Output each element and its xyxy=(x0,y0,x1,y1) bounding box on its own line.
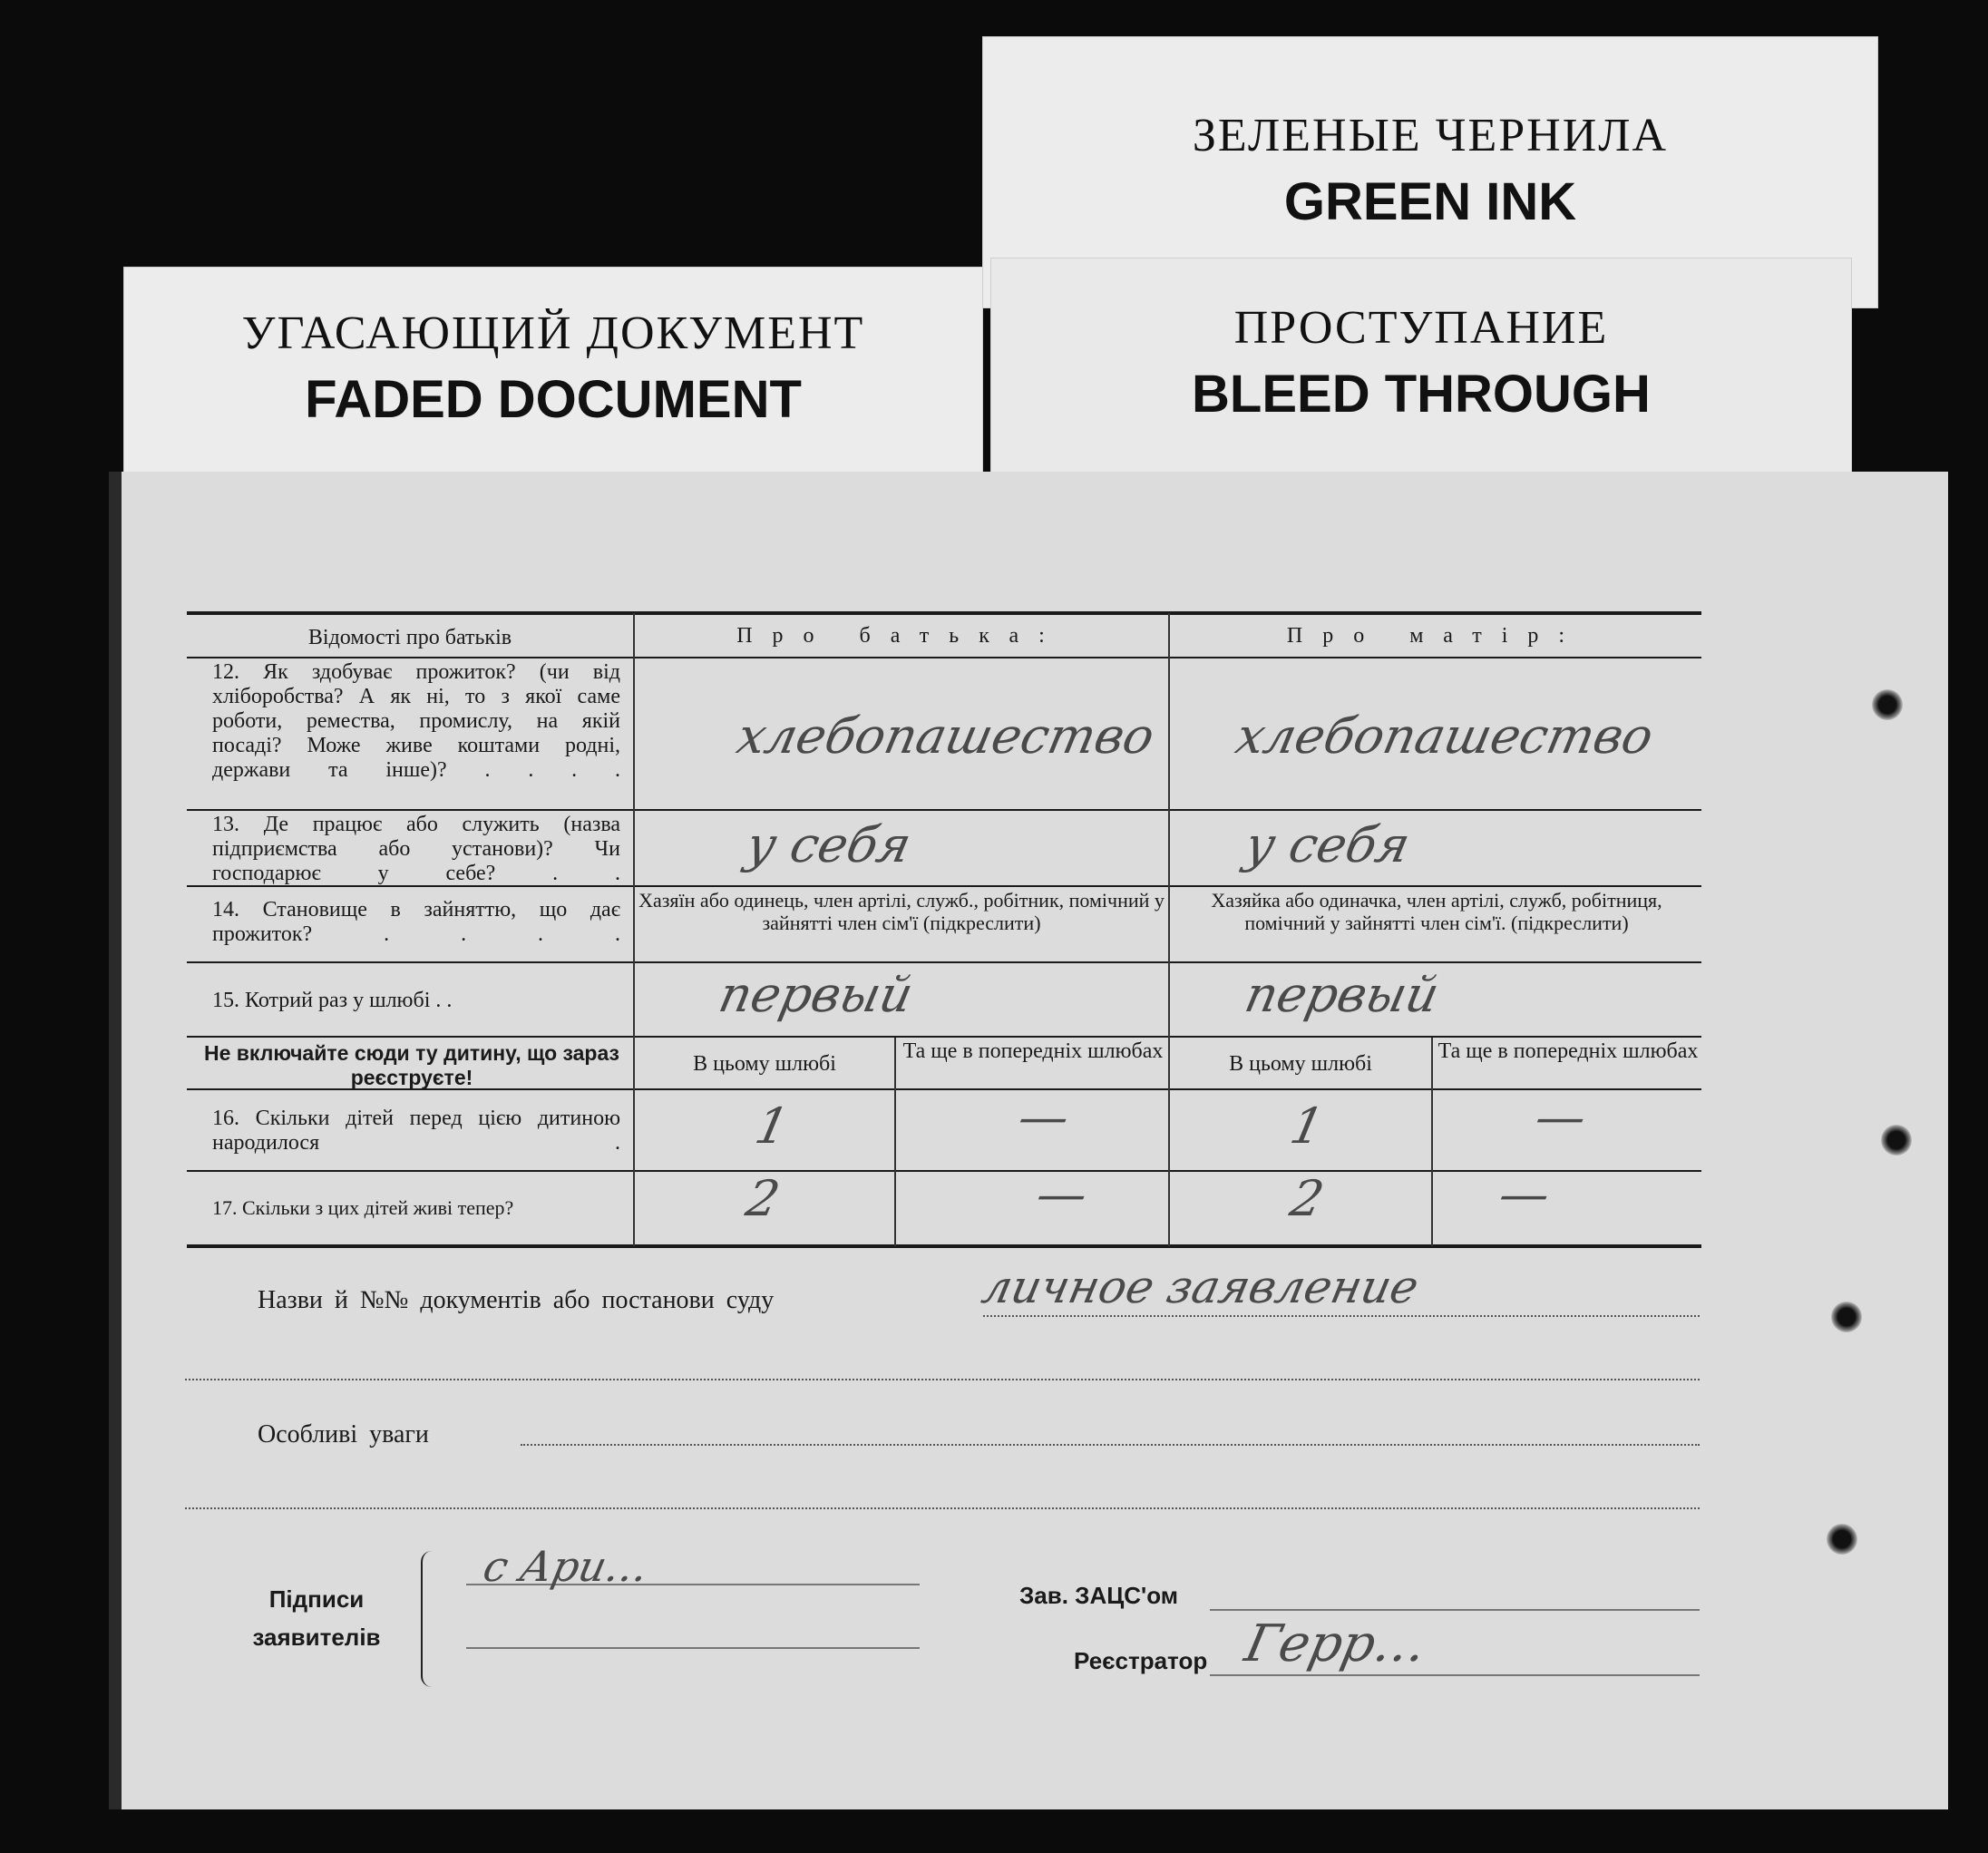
question-15: 15. Котрий раз у шлюбі . . xyxy=(212,989,453,1012)
children-note: Не включайте сюди ту дитину, що зараз реєструєте! xyxy=(203,1041,619,1089)
q16-father-this: 1 xyxy=(750,1097,794,1155)
remarks-label: Особливі уваги xyxy=(258,1420,429,1448)
faded-document-tab xyxy=(123,267,983,502)
question-14: 14. Становище в зайняттю, що дає прожиток? . . . . xyxy=(212,898,620,946)
question-17: 17. Скільки з цих дітей живі тепер? xyxy=(212,1196,514,1219)
faded-document-en: FADED DOCUMENT xyxy=(305,370,802,429)
q14-mother-options: Хазяйка або одиначка, член артілі, служб, робітниця, помічний у зайнятті член сім'ї. (підкреслити) xyxy=(1211,889,1662,934)
mother-this-marriage-header: В цьому шлюбі xyxy=(1229,1052,1372,1076)
punch-hole xyxy=(1827,1524,1857,1555)
header-mother: Про матір: xyxy=(1286,624,1585,648)
green-ink-en: GREEN INK xyxy=(1283,172,1577,231)
punch-hole xyxy=(1831,1302,1862,1332)
q13-father-answer: у себя xyxy=(741,816,917,873)
punch-hole xyxy=(1872,689,1903,720)
q12-mother-answer: хлебопашество xyxy=(1231,707,1659,765)
question-13: 13. Де працює або служить (назва підприємства або установи)? Чи господарює у себе? . . xyxy=(212,813,620,885)
green-ink-ru: ЗЕЛЕНЫЕ ЧЕРНИЛА xyxy=(1192,110,1669,161)
signatures-label xyxy=(239,1580,394,1656)
q17-father-this: 2 xyxy=(741,1170,785,1227)
q17-mother-prev: — xyxy=(1494,1165,1555,1223)
registrar-signature: Герр… xyxy=(1240,1614,1432,1673)
q15-mother-answer: первый xyxy=(1240,966,1445,1023)
q17-father-prev: — xyxy=(1031,1165,1093,1223)
document-sheet xyxy=(109,472,1948,1809)
q16-mother-prev: — xyxy=(1530,1088,1592,1146)
bleed-through-tab xyxy=(990,258,1852,502)
header-father: Про батька: xyxy=(736,624,1065,648)
signatures-brace xyxy=(421,1551,435,1687)
mother-previous-marriages-header: Та ще в попередніх шлюбах xyxy=(1437,1039,1699,1063)
q16-mother-this: 1 xyxy=(1285,1097,1330,1155)
signatures-label-line1: Підписи xyxy=(268,1585,365,1613)
q13-mother-answer: у себя xyxy=(1240,816,1416,873)
q14-father-options: Хазяїн або одинець, член артілі, служб., робітник, помічний у зайнятті член сім'ї (підкреслити) xyxy=(638,889,1165,934)
applicant-signature: с Ари… xyxy=(479,1542,654,1591)
bleed-through-ru: ПРОСТУПАНИЕ xyxy=(1233,302,1609,354)
father-previous-marriages-header: Та ще в попередніх шлюбах xyxy=(902,1039,1164,1063)
documents-label: Назви й №№ документів або постанови суду xyxy=(258,1286,775,1314)
q16-father-prev: — xyxy=(1013,1088,1075,1146)
bleed-through-en: BLEED THROUGH xyxy=(1192,365,1651,424)
header-info: Відомості про батьків xyxy=(307,626,512,649)
q12-father-answer: хлебопашество xyxy=(732,707,1160,765)
question-16: 16. Скільки дітей перед цією дитиною народилося . xyxy=(212,1107,620,1155)
q15-father-answer: первый xyxy=(714,966,919,1023)
signatures-label-line2: заявителів xyxy=(252,1624,381,1651)
registrar-label: Реєстратор xyxy=(1074,1647,1208,1674)
question-12: 12. Як здобуває прожиток? (чи від хліборобства? А як ні, то з якої саме роботи, ремества, промислу, на якій посаді? Може живе коштами родні, держави та інше)? . . . . xyxy=(212,660,620,782)
father-this-marriage-header: В цьому шлюбі xyxy=(693,1052,836,1076)
zags-label: Зав. ЗАЦС'ом xyxy=(1019,1582,1178,1609)
punch-hole xyxy=(1881,1125,1912,1156)
q17-mother-this: 2 xyxy=(1285,1170,1330,1227)
faded-document-ru: УГАСАЮЩИЙ ДОКУМЕНТ xyxy=(241,307,865,359)
documents-answer: личное заявление xyxy=(977,1261,1424,1313)
